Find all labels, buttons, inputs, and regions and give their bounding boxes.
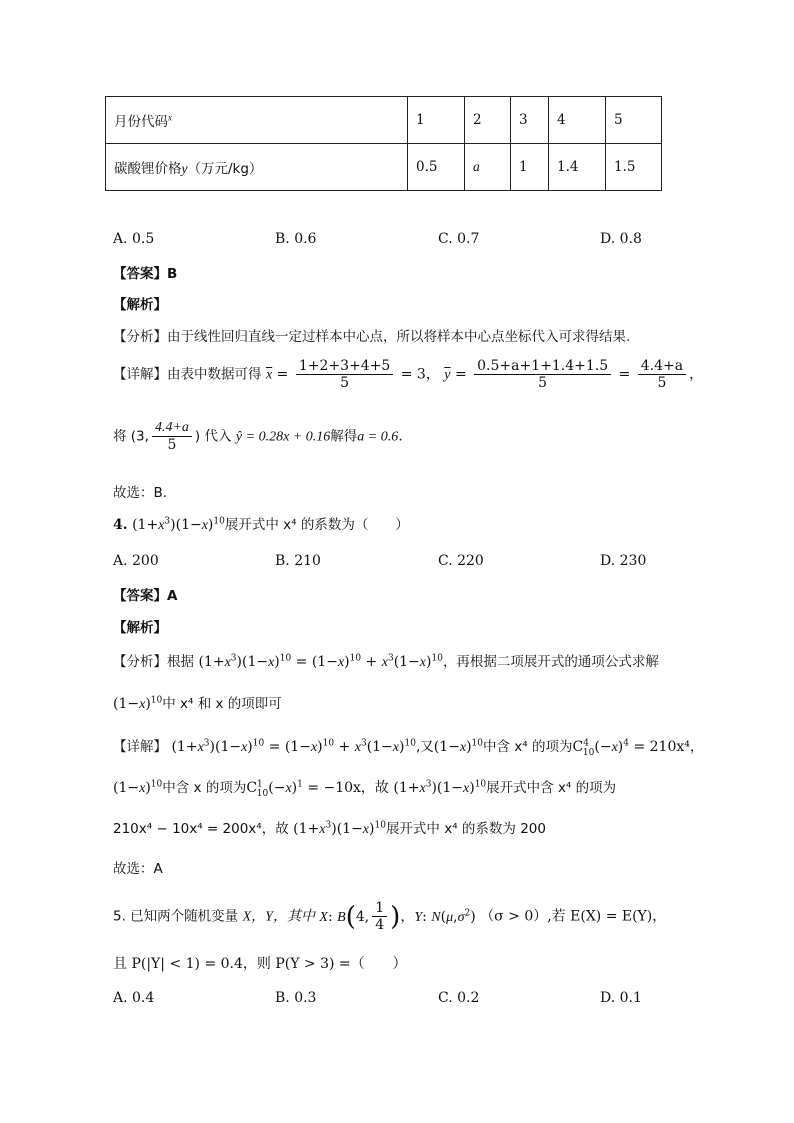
option-d: D. 0.1 xyxy=(600,990,642,1006)
table-row xyxy=(106,97,662,144)
text: 210x⁴ − 10x⁴ = 200x⁴，故 xyxy=(113,821,289,837)
analysis-text: 【分析】由于线性回归直线一定过样本中心点，所以将样本中心点坐标代入可求得结果. xyxy=(113,329,631,345)
table-header-cell: 碳酸锂价格y（万元/kg） xyxy=(106,144,408,191)
text: 中 x⁴ 和 x 的项即可 xyxy=(162,696,282,712)
answer: 【答案】A xyxy=(113,588,178,604)
regression-equation: ŷ = 0.28x + 0.16 xyxy=(235,429,331,445)
text: 【分析】根据 xyxy=(113,654,194,670)
option-a: A. 0.4 xyxy=(113,990,155,1006)
analysis-heading: 【解析】 xyxy=(113,297,167,313)
text: 中含 x⁴ 的项为 xyxy=(482,739,573,755)
text: 展开式中 x⁴ 的系数为 200 xyxy=(385,821,546,837)
table-header-cell: 月份代码$^x$ xyxy=(106,97,408,144)
option-b: B. 0.3 xyxy=(275,990,317,1006)
detail-label: 【详解】由表中数据可得 xyxy=(113,366,262,383)
analysis-line-2 xyxy=(113,692,282,713)
table-cell: 1.5 xyxy=(606,144,662,191)
question-5-line-2: 且 P(|Y| < 1) = 0.4，则 P(Y > 3) =（ ） xyxy=(113,956,407,972)
math-expression: $(1+x^3)(1-x)^{10}$ xyxy=(132,516,225,533)
table-cell: 4 xyxy=(549,97,606,144)
math-expression: $(1+x^3)(1-x)^{10}$ xyxy=(393,779,487,796)
result: a = 0.6 xyxy=(357,429,399,445)
text: ，再根据二项展开式的通项公式求解 xyxy=(442,654,659,670)
table-row xyxy=(106,144,662,191)
option-c: C. 0.7 xyxy=(438,231,480,247)
analysis-line xyxy=(113,650,659,671)
option-b: B. 0.6 xyxy=(275,231,317,247)
substitution-line: 将 (3, $\frac{4.4+a}{5}$ ) 代入 ŷ = 0.28x + 0.16解得a = 0.6. xyxy=(113,420,403,454)
text: ,又 xyxy=(415,739,434,755)
math-expression: $(1+x^3)(1-x)^{10} = (1-x)^{10} + x^3(1-x)^{10}$ xyxy=(198,653,443,670)
table-cell: 2 xyxy=(465,97,511,144)
math-expression: $(1+x^3)(1-x)^{10}$ xyxy=(293,820,386,837)
text: 解得 xyxy=(330,428,358,445)
fraction: $\frac{4.4+a}{5}$ xyxy=(152,420,192,453)
detail-formula-line: 【详解】由表中数据可得 $\overline{x}$ = $\frac{1+2+3+4+5}{5}$ = 3， $\overline{y}$ = $\frac{0.5+a+1+1.4+1.5}{5}$ = $\frac{4.4+a}{5}$ ， xyxy=(113,358,704,392)
text: 中含 x 的项为 xyxy=(162,780,247,796)
text: 展开式中含 x⁴ 的项为 xyxy=(486,780,617,796)
option-a: A. 0.5 xyxy=(113,231,155,247)
detail-line xyxy=(113,735,704,758)
binomial-distribution: X: B(4, $\frac{1}{4}$ )，Y: $N(\mu,\sigma^2)$ xyxy=(319,900,476,934)
math-expression: $C^1_{10}(-x)^1$ xyxy=(246,779,303,799)
variables: X，Y，其中 xyxy=(242,909,315,925)
option-d: D. 0.8 xyxy=(600,231,642,247)
table-cell: 1 xyxy=(511,144,549,191)
result: = −10x，故 xyxy=(307,780,389,796)
table-cell: a xyxy=(465,144,511,191)
table-cell: 3 xyxy=(511,97,549,144)
table-cell: 1.4 xyxy=(549,144,606,191)
analysis-heading: 【解析】 xyxy=(113,620,167,636)
fraction: $\frac{0.5+a+1+1.4+1.5}{5}$ xyxy=(474,358,611,391)
choose-line: 故选：B. xyxy=(113,485,168,501)
y-bar: $\overline{y}$ xyxy=(444,367,451,383)
table-cell: 0.5 xyxy=(408,144,465,191)
fraction: $\frac{1+2+3+4+5}{5}$ xyxy=(296,358,393,391)
result: = 3， xyxy=(400,366,440,383)
detail-line-3 xyxy=(113,817,546,838)
option-a: A. 200 xyxy=(113,553,159,569)
detail-line-2 xyxy=(113,776,616,799)
result: = 210x⁴， xyxy=(633,739,704,755)
question-text: （σ > 0）,若 E(X) = E(Y)， xyxy=(480,908,667,925)
data-table xyxy=(105,96,662,191)
option-d: D. 230 xyxy=(600,553,647,569)
option-c: C. 220 xyxy=(438,553,484,569)
math-expression: $(1-x)^{10}$ xyxy=(113,695,163,712)
text: ) 代入 xyxy=(194,428,232,445)
fraction: $\frac{4.4+a}{5}$ xyxy=(638,358,686,391)
math-expression: $C^4_{10}(-x)^4$ xyxy=(572,738,629,758)
table-cell: 5 xyxy=(606,97,662,144)
math-expression: $(1+x^3)(1-x)^{10} = (1-x)^{10} + x^3(1-x)^{10}$ xyxy=(171,738,416,755)
question-number: 4. xyxy=(113,517,128,533)
option-c: C. 0.2 xyxy=(438,990,480,1006)
text: 将 (3, xyxy=(113,428,149,445)
question-4-stem xyxy=(113,513,409,534)
table-cell: 1 xyxy=(408,97,465,144)
option-b: B. 210 xyxy=(275,553,321,569)
choose-line: 故选：A xyxy=(113,861,163,877)
question-text: 5. 已知两个随机变量 xyxy=(113,908,239,925)
math-expression: $(1-x)^{10}$ xyxy=(433,738,483,755)
detail-label: 【详解】 xyxy=(113,739,167,755)
math-expression: $(1-x)^{10}$ xyxy=(113,779,163,796)
question-text: 展开式中 x⁴ 的系数为（ ） xyxy=(224,517,409,533)
question-5-stem xyxy=(113,900,666,933)
x-bar: $\overline{x}$ xyxy=(265,367,273,383)
answer: 【答案】B xyxy=(113,266,178,282)
